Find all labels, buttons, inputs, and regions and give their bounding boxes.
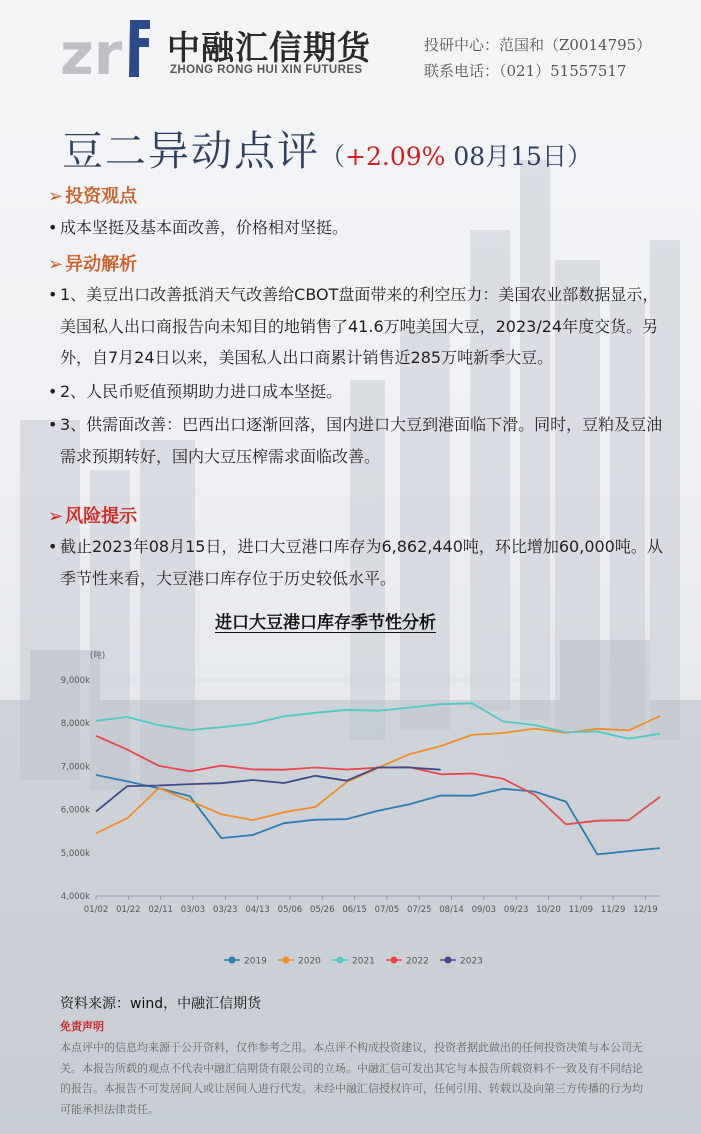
series-line-2019 bbox=[96, 775, 660, 854]
legend-label: 2020 bbox=[298, 956, 321, 967]
arrow-right-icon: ➢ bbox=[48, 186, 64, 207]
company-logo-icon bbox=[60, 12, 160, 82]
chart-title: 进口大豆港口库存季节性分析 bbox=[215, 613, 436, 633]
x-tick-label: 11/09 bbox=[568, 905, 594, 915]
investment-view-text bbox=[48, 212, 670, 244]
list-item: • 截止2023年08月15日，进口大豆港口库存为6,862,440吨，环比增加60,000吨。从季节性来看，大豆港口库存位于历史较低水平。 bbox=[48, 537, 663, 588]
section-title: 异动解析 bbox=[65, 254, 138, 275]
legend-marker bbox=[283, 957, 290, 964]
section-risk bbox=[48, 502, 137, 528]
series-line-2021 bbox=[96, 703, 660, 738]
analysis-text bbox=[48, 279, 670, 472]
x-tick-label: 08/14 bbox=[439, 905, 464, 915]
list-item: • 2、人民币贬值预期助力进口成本坚挺。 bbox=[48, 381, 343, 401]
legend-marker bbox=[445, 957, 452, 964]
legend-marker bbox=[391, 957, 398, 964]
title-date: 08月15日） bbox=[445, 142, 592, 171]
legend-label: 2021 bbox=[352, 956, 375, 967]
list-item: • 3、供需面改善：巴西出口逐渐回落，国内进口大豆到港面临下滑。同时，豆粕及豆油需求预期转好，国内大豆压榨需求面临改善。 bbox=[48, 415, 663, 466]
x-tick-label: 03/23 bbox=[213, 905, 238, 915]
list-item: • 1、美豆出口改善抵消天气改善给CBOT盘面带来的利空压力：美国农业部数据显示，美国私人出口商报告向未知目的地销售了41.6万吨美国大豆，2023/24年度交货。另外，自7月24日以来，美国私人出口商累计销售近285万吨新季大豆。 bbox=[48, 285, 659, 367]
phone-contact: 联系电话：（021）51557517 bbox=[424, 62, 627, 80]
analyst-contact: 投研中心：范国和（Z0014795） bbox=[424, 36, 652, 54]
x-tick-label: 04/13 bbox=[245, 905, 270, 915]
x-tick-label: 10/20 bbox=[536, 905, 561, 915]
y-tick-label: 6,000k bbox=[60, 805, 90, 816]
svg-text:zr: zr bbox=[60, 20, 123, 82]
x-tick-label: 05/06 bbox=[277, 905, 303, 915]
x-tick-label: 09/23 bbox=[503, 905, 529, 915]
report-title bbox=[62, 118, 592, 177]
x-tick-label: 01/02 bbox=[83, 905, 109, 915]
arrow-right-icon: ➢ bbox=[48, 254, 64, 275]
title-main: 豆二异动点评 bbox=[62, 127, 320, 175]
x-tick-label: 05/26 bbox=[309, 905, 335, 915]
x-tick-label: 06/15 bbox=[342, 905, 367, 915]
y-tick-label: 8,000k bbox=[60, 719, 90, 730]
data-source: 资料来源：wind，中融汇信期货 bbox=[60, 996, 262, 1012]
title-paren: （ bbox=[320, 142, 346, 171]
x-tick-label: 02/11 bbox=[148, 905, 173, 915]
section-title: 投资观点 bbox=[65, 186, 138, 207]
price-change: +2.09% bbox=[345, 142, 446, 171]
arrow-right-icon: ➢ bbox=[48, 506, 64, 527]
series-line-2023 bbox=[96, 767, 441, 811]
company-name-cn: 中融汇信期货 bbox=[167, 28, 371, 67]
section-investment-view bbox=[48, 182, 137, 208]
y-tick-label: 7,000k bbox=[60, 762, 90, 773]
disclaimer-text: 本点评中的信息均来源于公开资料，仅作参考之用。本点评不构成投资建议，投资者据此做出的任何投资决策与本公司无关。本报告所载的观点不代表中融汇信期货有限公司的立场。中融汇信可发出其它与本报告所载资料不一致及有不同结论的报告。本报告不可发居间人或让居间人进行代发。未经中融汇信授权许可，任何引用、转载以及向第三方传播的行为均可能承担法律责任。 bbox=[60, 1041, 643, 1116]
legend-marker bbox=[229, 957, 236, 964]
x-tick-label: 12/19 bbox=[633, 905, 658, 915]
list-item: • 成本坚挺及基本面改善，价格相对坚挺。 bbox=[48, 218, 349, 237]
company-name-en: ZHONG RONG HUI XIN FUTURES bbox=[170, 64, 363, 76]
legend-label: 2023 bbox=[460, 956, 483, 967]
legend-marker bbox=[337, 957, 344, 964]
y-tick-label: 4,000k bbox=[60, 892, 90, 902]
disclaimer-title: 免责声明 bbox=[60, 1020, 104, 1033]
legend-label: 2019 bbox=[244, 956, 267, 967]
x-tick-label: 07/25 bbox=[406, 905, 432, 915]
y-tick-label: 5,000k bbox=[60, 848, 90, 859]
y-tick-label: 9,000k bbox=[60, 676, 90, 686]
x-tick-label: 03/03 bbox=[180, 905, 206, 915]
legend-label: 2022 bbox=[406, 956, 429, 967]
x-tick-label: 11/29 bbox=[600, 905, 626, 915]
x-tick-label: 07/05 bbox=[374, 905, 400, 915]
seasonal-inventory-chart bbox=[0, 630, 701, 980]
section-title: 风险提示 bbox=[65, 506, 138, 527]
x-tick-label: 01/22 bbox=[116, 905, 141, 915]
section-analysis bbox=[48, 250, 137, 276]
risk-text bbox=[48, 531, 670, 594]
x-tick-label: 09/03 bbox=[471, 905, 497, 915]
y-unit-label: (吨) bbox=[90, 651, 106, 661]
